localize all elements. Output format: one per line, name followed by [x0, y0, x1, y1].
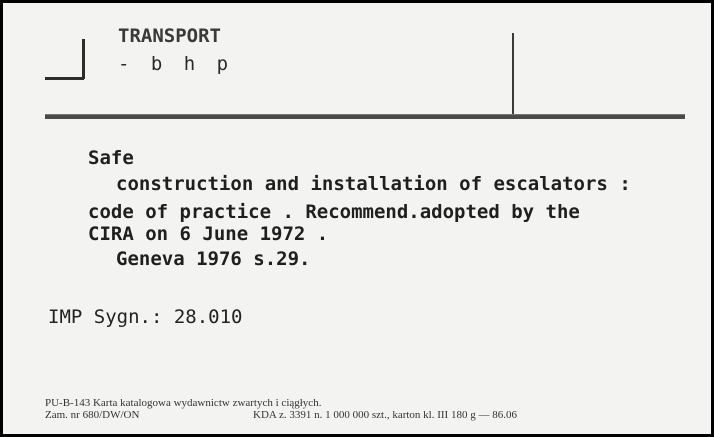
order-number: Zam. nr 680/DW/ON	[45, 409, 140, 421]
entry-title-line-4: CIRA on 6 June 1972 .	[88, 223, 329, 245]
card-form-caption: PU-B-143 Karta katalogowa wydawnictw zwartych i ciągłych.	[45, 397, 322, 409]
catalog-card	[3, 3, 711, 434]
entry-title-line-2: construction and installation of escalators :	[116, 173, 631, 195]
call-number: IMP Sygn.: 28.010	[48, 306, 243, 328]
subject-subdivision: - b h p	[118, 53, 234, 75]
entry-imprint-line: Geneva 1976 s.29.	[116, 248, 311, 270]
entry-title-line-1: Safe	[88, 147, 134, 169]
subject-heading: TRANSPORT	[118, 25, 221, 47]
print-run-info: KDA z. 3391 n. 1 000 000 szt., karton kl. III 180 g — 86.06	[253, 409, 517, 421]
bracket-mark-horizontal	[45, 77, 84, 80]
entry-title-line-3: code of practice . Recommend.adopted by the	[88, 201, 580, 223]
header-vertical-divider	[512, 33, 514, 115]
header-horizontal-rule	[45, 114, 685, 119]
bracket-mark-vertical	[82, 39, 85, 79]
